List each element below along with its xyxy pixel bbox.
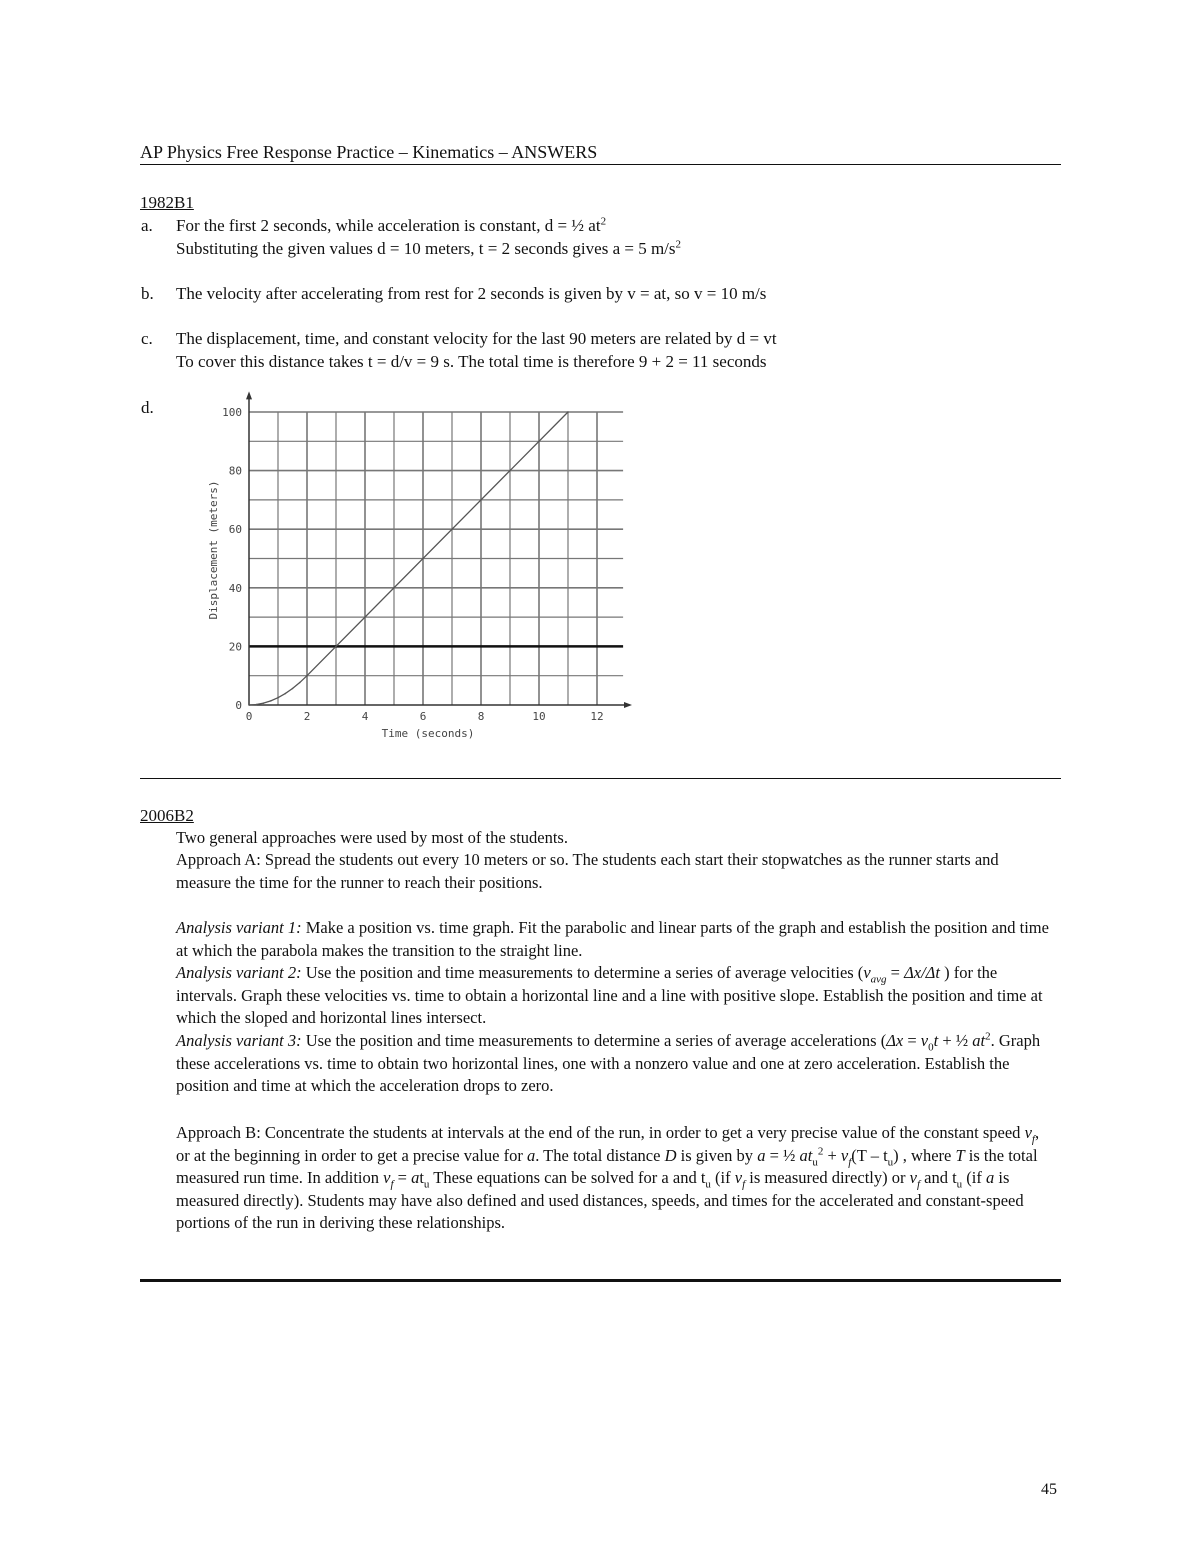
part-d-label: d. — [141, 398, 154, 417]
x-tick-label-10: 10 — [532, 710, 546, 723]
x-tick-label-12: 12 — [590, 710, 604, 723]
y-axis-arrow — [246, 391, 252, 399]
page-number: 45 — [1041, 1481, 1057, 1498]
y-tick-label-100: 100 — [222, 406, 242, 419]
part-c-label: c. — [141, 329, 153, 348]
data-point-0-8 — [306, 675, 308, 677]
chart-axes — [246, 391, 632, 708]
data-point-0-1 — [255, 704, 257, 706]
data-point-0-5 — [284, 693, 286, 695]
displacement-time-chart — [200, 385, 640, 745]
part-b-label: b. — [141, 284, 154, 303]
variant-3-paragraph: Analysis variant 3: Use the position and time measurements to determine a series of average accelerations ($\Delta x = v_0t$ + ½ $at^2$. Graph these accelerations vs. time to obtain two horizontal lines, one with a nonzero value and one at zero acceleration. Establish the position and time at which the acceleration drops to zero. — [176, 1030, 1041, 1096]
x-tick-label-6: 6 — [419, 710, 427, 723]
chart-y-label: Displacement (meters) — [207, 480, 220, 620]
section-heading-1982b1: 1982B1 — [140, 193, 194, 212]
header-rule — [140, 164, 1061, 165]
part-c-line2: To cover this distance takes t = d/v = 9 s. The total time is therefore 9 + 2 = 11 seconds — [176, 352, 767, 371]
data-point-0-3 — [270, 700, 272, 702]
x-tick-label-2: 2 — [303, 710, 311, 723]
intro-paragraph: Two general approaches were used by most of the students. — [176, 828, 568, 847]
data-point-0-0 — [248, 704, 250, 706]
chart-x-label: Time (seconds) — [381, 727, 475, 740]
part-b-line1: The velocity after accelerating from rest for 2 seconds is given by v = at, so v = 10 m/s — [176, 284, 767, 303]
section-rule-2 — [140, 1279, 1061, 1282]
data-point-0-4 — [277, 697, 279, 699]
part-a-label: a. — [141, 216, 153, 235]
data-point-0-7 — [299, 682, 301, 684]
section-heading-2006b2: 2006B2 — [140, 806, 194, 825]
y-tick-label-20: 20 — [228, 640, 242, 654]
x-axis-arrow — [624, 702, 632, 708]
page-title: AP Physics Free Response Practice – Kinematics – ANSWERS — [140, 142, 598, 162]
approach-a-paragraph: Approach A: Spread the students out every 10 meters or so. The students each start their stopwatches as the runner starts and measure the time for the runner to reach their positions. — [176, 850, 999, 892]
x-tick-label-4: 4 — [361, 710, 369, 723]
y-tick-label-60: 60 — [228, 523, 242, 537]
y-tick-label-0: 0 — [235, 699, 242, 712]
part-c-line1: The displacement, time, and constant velocity for the last 90 meters are related by d = vt — [176, 329, 777, 348]
data-point-0-2 — [263, 702, 265, 704]
chart-grid — [249, 412, 623, 705]
approach-b-paragraph: Approach B: Concentrate the students at intervals at the end of the run, in order to get a very precise value of the constant speed $v_f$, or at the beginning in order to get a precise value for a. The total distance D is given by a = ½ $at_u^2 + v_f(T - t_u)$ , where T is the total measured run time. In addition $v_f = at_u$ These equations can be solved for a and $t_u$ (if $v_f$ is measured directly) or $v_f$ and $t_u$ (if a is measured directly). Students may have also defined and used distances, speeds, and times for the accelerated and constant-speed portions of the run in deriving these relationships. — [176, 1123, 1040, 1233]
x-tick-label-0: 0 — [245, 710, 253, 723]
x-tick-label-8: 8 — [477, 710, 485, 723]
section-rule-1 — [140, 778, 1061, 779]
variant-2-paragraph: Analysis variant 2: Use the position and time measurements to determine a series of average velocities ($v_{avg} = \Delta x/\Delta t$ ) for the intervals. Graph these velocities vs. time to obtain a horizontal line and a line with positive slope. Establish the position and time at which the sloped and horizontal lines intersect. — [176, 963, 1043, 1028]
y-tick-label-40: 40 — [228, 581, 242, 595]
data-point-0-9 — [567, 411, 569, 413]
data-point-0-6 — [292, 688, 294, 690]
part-a-line1: For the first 2 seconds, while acceleration is constant, d = ½ $at^2$ — [176, 215, 607, 235]
y-tick-label-80: 80 — [228, 464, 242, 478]
variant-1-paragraph: Analysis variant 1: Make a position vs. time graph. Fit the parabolic and linear parts of the graph and establish the position and time at which the parabola makes the transition to the straight line. — [176, 918, 1049, 960]
part-a-line2: Substituting the given values d = 10 meters, t = 2 seconds gives a = 5 $m/s^2$ — [176, 238, 682, 258]
